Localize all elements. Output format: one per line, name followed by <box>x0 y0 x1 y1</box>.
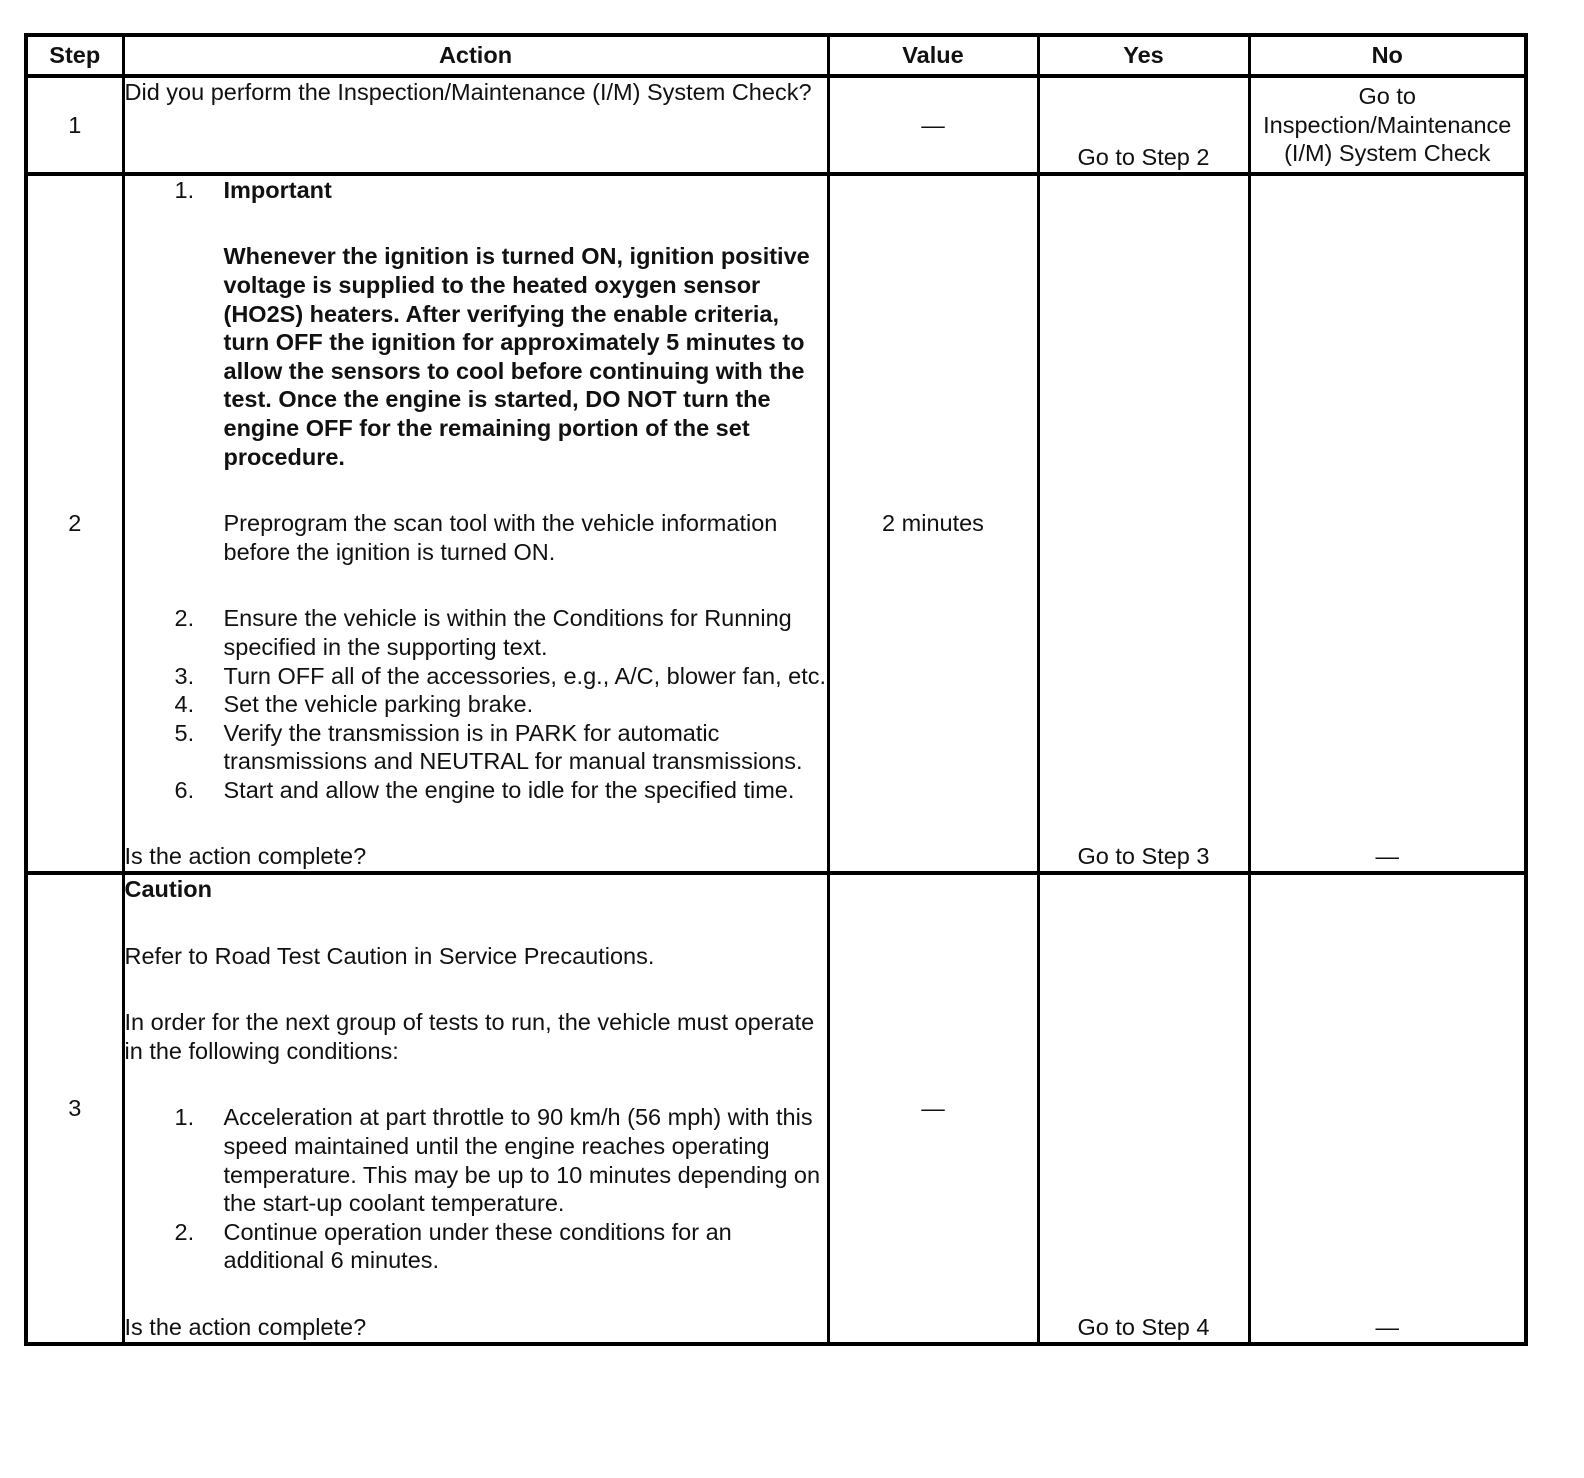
step-3-item-1-text: Acceleration at part throttle to 90 km/h (56 mph) with this speed maintained until the engine reaches operating temperature. This may be up to 10 minutes depending on the start-up coolant temperature. <box>223 1104 821 1217</box>
step-2-item-3 <box>125 662 827 691</box>
step-2-item-4 <box>125 690 827 719</box>
step-3-value: — <box>828 873 1038 1344</box>
header-row <box>26 35 1526 76</box>
step-2-item-2-text: Ensure the vehicle is within the Conditions for Running specified in the supporting text. <box>223 605 792 660</box>
important-title: Important <box>223 176 332 203</box>
step-3-intro: In order for the next group of tests to run, the vehicle must operate in the following conditions: <box>124 1009 815 1064</box>
caution-title: Caution <box>124 876 212 903</box>
caution-text: Refer to Road Test Caution in Service Precautions. <box>124 942 655 969</box>
step-2-item-2 <box>125 604 827 661</box>
step-2-item-1-number: 1. <box>174 176 195 203</box>
step-3-item-2-number: 2. <box>174 1218 195 1245</box>
step-2-item-5-number: 5. <box>174 719 195 746</box>
step-2-action <box>123 174 828 873</box>
header-action: Action <box>123 35 828 76</box>
header-no: No <box>1249 35 1526 76</box>
header-step: Step <box>26 35 123 76</box>
step-1-value: — <box>828 76 1038 174</box>
step-3-item-2-text: Continue operation under these conditions for an additional 6 minutes. <box>223 1218 732 1274</box>
step-3-number: 3 <box>26 873 123 1344</box>
step-1-action-text: Did you perform the Inspection/Maintenance (I/M) System Check? <box>124 79 812 105</box>
step-2-list <box>125 176 827 805</box>
step-2-yes: Go to Step 3 <box>1038 174 1249 873</box>
step-3-row <box>26 873 1526 1344</box>
step-2-item-1 <box>125 176 827 567</box>
step-1-row <box>26 76 1526 174</box>
important-note: Preprogram the scan tool with the vehicle information before the ignition is turned ON. <box>223 510 778 565</box>
step-1-yes: Go to Step 2 <box>1038 76 1249 174</box>
header-yes: Yes <box>1038 35 1249 76</box>
step-2-item-6-number: 6. <box>174 776 195 803</box>
step-3-action <box>123 873 828 1344</box>
step-3-item-1 <box>125 1103 827 1217</box>
step-1-action <box>123 76 828 174</box>
diagnostic-procedure-table <box>24 33 1528 1346</box>
step-2-item-3-text: Turn OFF all of the accessories, e.g., A/C, blower fan, etc. <box>223 662 827 689</box>
step-2-number: 2 <box>26 174 123 873</box>
step-1-number: 1 <box>26 76 123 174</box>
step-1-no: Go to Inspection/Maintenance (I/M) System Check <box>1249 76 1526 174</box>
step-2-value: 2 minutes <box>828 174 1038 873</box>
step-2-item-6 <box>125 776 827 805</box>
step-2-item-4-text: Set the vehicle parking brake. <box>223 691 534 718</box>
header-value: Value <box>828 35 1038 76</box>
step-2-no: — <box>1249 174 1526 873</box>
important-warning: Whenever the ignition is turned ON, ignition positive voltage is supplied to the heated oxygen sensor (HO2S) heaters. After verifying the enable criteria, turn OFF the ignition for approximately 5 minutes to allow the sensors to cool before continuing with the test. Once the engine is started, DO NOT turn the engine OFF for the remaining portion of the set procedure. <box>223 243 810 470</box>
step-2-item-6-text: Start and allow the engine to idle for the specified time. <box>223 776 795 803</box>
step-2-item-5 <box>125 719 827 776</box>
step-3-item-2 <box>125 1218 827 1275</box>
step-3-no: — <box>1249 873 1526 1344</box>
step-2-item-3-number: 3. <box>174 662 195 689</box>
step-2-row <box>26 174 1526 873</box>
step-3-item-1-number: 1. <box>174 1104 195 1131</box>
step-2-item-4-number: 4. <box>174 691 195 718</box>
step-2-item-5-text: Verify the transmission is in PARK for automatic transmissions and NEUTRAL for manual transmissions. <box>223 719 803 775</box>
step-3-list <box>125 1103 827 1275</box>
step-2-question: Is the action complete? <box>124 843 367 870</box>
step-3-question: Is the action complete? <box>124 1314 367 1340</box>
step-3-yes: Go to Step 4 <box>1038 873 1249 1344</box>
step-2-item-2-number: 2. <box>174 605 195 632</box>
